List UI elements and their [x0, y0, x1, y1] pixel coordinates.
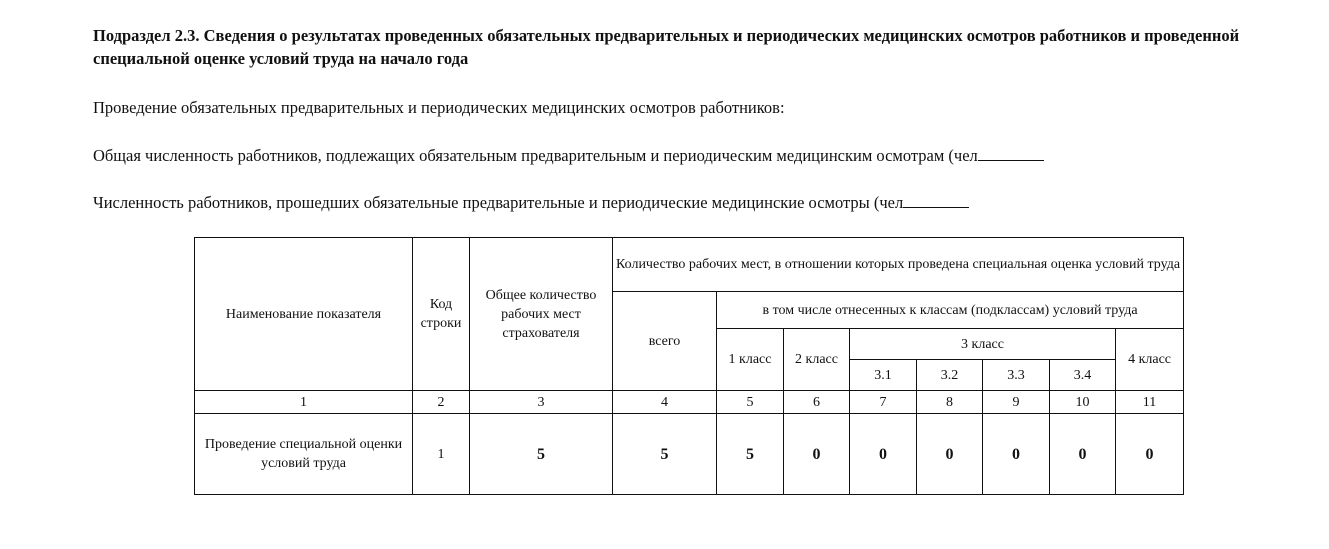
section-title: Подраздел 2.3. Сведения о результатах проведенных обязательных предварительных и периодических медицинских осмотров работников и проведенной специальной оценке условий труда на начало года [93, 26, 1240, 68]
medical-exam-intro: Проведение обязательных предварительных и периодических медицинских осмотров работников: [93, 98, 785, 117]
value-class-1[interactable]: 5 [717, 414, 784, 495]
value-total-assessed[interactable]: 5 [613, 414, 717, 495]
column-number: 4 [613, 391, 717, 414]
value-class-4[interactable]: 0 [1116, 414, 1184, 495]
sout-table [194, 237, 1184, 495]
header-subclass-3-4: 3.4 [1050, 360, 1116, 391]
header-total-workplaces: Общее количество рабочих мест страхователя [470, 238, 613, 391]
value-class-3-4[interactable]: 0 [1050, 414, 1116, 495]
row-code: 1 [413, 414, 470, 495]
column-number: 11 [1116, 391, 1184, 414]
header-sout-group: Количество рабочих мест, в отношении которых проведена специальная оценка условий труда [613, 238, 1184, 292]
header-subclass-3-1: 3.1 [850, 360, 917, 391]
header-class-2: 2 класс [784, 329, 850, 391]
header-row-code: Код строки [413, 238, 470, 391]
examined-employees-blank[interactable] [903, 193, 969, 208]
value-class-3-2[interactable]: 0 [917, 414, 983, 495]
value-class-2[interactable]: 0 [784, 414, 850, 495]
table-row [195, 414, 1184, 495]
column-number: 3 [470, 391, 613, 414]
header-subclass-3-2: 3.2 [917, 360, 983, 391]
header-indicator-name: Наименование показателя [195, 238, 413, 391]
total-subject-employees-label: Общая численность работников, подлежащих обязательным предварительным и периодическим медицинским осмотрам (чел [93, 146, 978, 165]
value-total-workplaces[interactable]: 5 [470, 414, 613, 495]
total-subject-employees-line [93, 146, 1044, 166]
header-total: всего [613, 292, 717, 391]
column-number: 9 [983, 391, 1050, 414]
value-class-3-3[interactable]: 0 [983, 414, 1050, 495]
row-indicator-name: Проведение специальной оценки условий труда [195, 414, 413, 495]
header-class-3: 3 класс [850, 329, 1116, 360]
column-number-row [195, 391, 1184, 414]
column-number: 8 [917, 391, 983, 414]
column-number: 5 [717, 391, 784, 414]
header-class-1: 1 класс [717, 329, 784, 391]
header-subclass-3-3: 3.3 [983, 360, 1050, 391]
column-number: 1 [195, 391, 413, 414]
column-number: 7 [850, 391, 917, 414]
examined-employees-line [93, 193, 969, 213]
total-subject-employees-blank[interactable] [978, 146, 1044, 161]
examined-employees-label: Численность работников, прошедших обязательные предварительные и периодические медицинские осмотры (чел [93, 193, 904, 212]
header-including-classes: в том числе отнесенных к классам (подклассам) условий труда [717, 292, 1184, 329]
column-number: 10 [1050, 391, 1116, 414]
column-number: 6 [784, 391, 850, 414]
column-number: 2 [413, 391, 470, 414]
header-row-1 [195, 238, 1184, 292]
header-class-4: 4 класс [1116, 329, 1184, 391]
value-class-3-1[interactable]: 0 [850, 414, 917, 495]
